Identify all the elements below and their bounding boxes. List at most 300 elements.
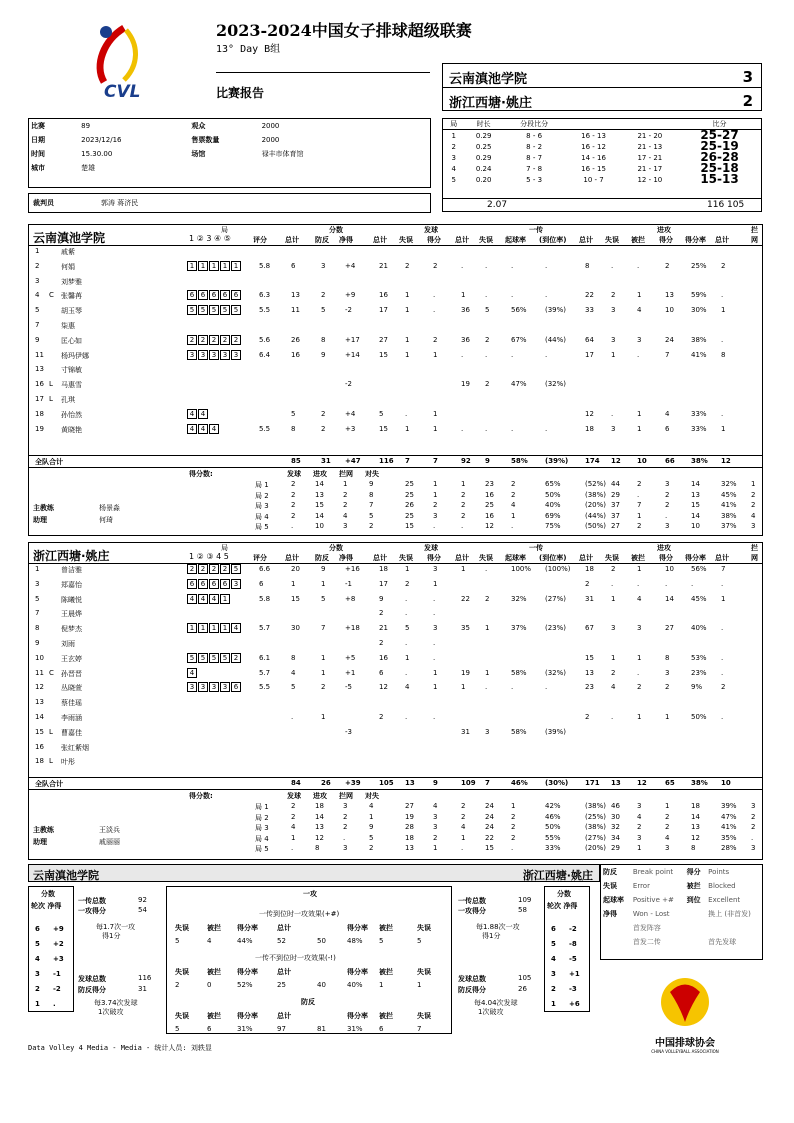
info-cell: 比赛: [31, 122, 45, 130]
setpts-cell: 33%: [545, 844, 561, 852]
attack-summary-text: 被拦: [207, 968, 221, 976]
setpts-cell: 4: [343, 511, 348, 520]
setpts-cell: 25: [405, 511, 414, 520]
setpts-cell: 1: [461, 480, 466, 488]
player-stat: .: [405, 409, 408, 418]
team-b-name: 浙江西塘·姚庄: [449, 96, 532, 111]
attack-summary-text: 得分率: [347, 924, 368, 932]
player-stat: +5: [345, 653, 356, 662]
total-label: 全队合计: [35, 780, 63, 788]
col-err: 失误: [605, 554, 619, 562]
setpts-cell: 局 4: [255, 512, 269, 521]
lineup-box: 6: [220, 290, 230, 300]
player-stat: 23%: [691, 668, 707, 677]
player-stat: 1: [721, 594, 726, 603]
setpts-cell: 2: [637, 480, 642, 488]
legend-box: [600, 864, 763, 960]
player-stat: 2: [433, 261, 438, 270]
setpts-cell: 1: [511, 802, 516, 810]
info-cell: 禄丰市体育馆: [261, 150, 304, 158]
setpts-cell: (20%): [585, 844, 607, 852]
setpts-cell: 局 2: [255, 491, 269, 500]
player-stat: 2: [485, 335, 490, 344]
col-set-b: 局: [221, 544, 228, 552]
player-name: 戚紫: [61, 248, 75, 256]
legend-cell: Error: [632, 882, 650, 890]
setpts-cell: 12: [485, 522, 494, 530]
player-name: 马惠雪: [61, 381, 82, 390]
player-stat: 6: [291, 261, 296, 270]
player-stat: 1: [321, 668, 326, 677]
player-stat: 5.7: [259, 624, 271, 633]
team-b-set-marks: 1 ② ③ 4 5: [189, 552, 229, 561]
player-stat: 5.8: [259, 261, 271, 270]
attack-summary-text: 52%: [237, 981, 253, 989]
rotation-net: -2: [569, 925, 577, 933]
lineup-box: 4: [231, 623, 241, 633]
total-stat: 7: [433, 457, 438, 465]
info-row: [29, 147, 430, 161]
player-stat: .: [545, 424, 548, 433]
setpts-cell: 32%: [721, 480, 737, 488]
setpts-cell: 2: [665, 490, 670, 499]
set-cell: 3: [451, 153, 456, 162]
attack-summary-text: 6: [379, 1025, 384, 1033]
setpts-cell: 9: [369, 823, 374, 831]
rotation-no: 4: [551, 955, 556, 963]
player-stat: 8: [291, 653, 296, 662]
attack-summary-text: 5: [175, 937, 180, 945]
legend-cell: Positive +#: [632, 896, 674, 904]
assist-label: 助理: [33, 516, 47, 524]
col-tot: 总计: [715, 554, 729, 562]
legend-cell: [601, 935, 631, 949]
total-stat: 31: [321, 457, 331, 465]
attack-summary: [166, 886, 452, 1034]
info-cell: 售票数量: [191, 136, 220, 144]
setpts-cell: (27%): [585, 833, 607, 842]
rotation-no: 3: [35, 970, 40, 978]
attack-summary-text: 得分率: [237, 1012, 258, 1020]
total-stat: 13: [405, 779, 415, 787]
lineup-box: 5: [209, 653, 219, 663]
attack-summary-text: 6: [207, 1025, 212, 1033]
player-stat: 41%: [691, 350, 707, 359]
setpts-cell: 10: [691, 522, 700, 530]
player-name: 黄晓艳: [61, 425, 82, 434]
player-stat: 1: [637, 653, 642, 662]
setpts-cell: 2: [433, 501, 438, 509]
player-stat: .: [691, 579, 694, 588]
total-points: 116 105: [707, 200, 745, 210]
attack-summary-text: 被拦: [379, 968, 393, 976]
player-stat: 1: [405, 350, 410, 359]
rotation-net: -1: [53, 970, 61, 978]
player-stat: +4: [345, 261, 356, 270]
player-lineup: [187, 579, 242, 589]
setpts-cell: 14: [691, 812, 700, 821]
setpts-cell: 39%: [721, 802, 737, 810]
set-cell: 0.29: [475, 131, 492, 140]
set-score: 25-18: [700, 161, 739, 175]
player-stat: 21: [379, 624, 388, 633]
player-number: 14: [35, 713, 44, 721]
set-cell: 7 - 8: [526, 164, 543, 173]
lineup-box: 5: [231, 305, 241, 315]
sets-box: [442, 118, 762, 212]
setpts-cell: 1: [637, 844, 642, 852]
rotation-no: 4: [35, 955, 40, 963]
player-stat: 9: [321, 565, 326, 573]
attack-summary-text: 一传到位时一攻效果(+#): [259, 910, 340, 918]
player-stat: 8: [721, 350, 726, 359]
col-rating: 评分: [253, 236, 267, 244]
col-set: 局: [221, 226, 228, 234]
player-stat: 58%: [511, 727, 527, 736]
setpts-cell: .: [461, 844, 464, 852]
player-number: 1: [35, 565, 40, 573]
setpts-cell: 2: [751, 501, 756, 509]
set-cell: 17 - 21: [637, 153, 663, 162]
setpts-cell: 2: [751, 823, 756, 831]
player-stat: 38%: [691, 335, 707, 344]
setpts-cell: 4: [461, 823, 466, 831]
lineup-box: 6: [231, 682, 241, 692]
lineup-box: 6: [209, 579, 219, 589]
player-stat: 47%: [511, 380, 527, 389]
total-stat: 105: [379, 779, 394, 787]
total-stat: 7: [405, 457, 410, 465]
setpts-cell: 2: [369, 522, 374, 530]
player-stat: 1: [405, 424, 410, 433]
total-stat: 38%: [691, 779, 708, 787]
legend-cell: 失误: [603, 882, 617, 890]
setpts-cell: 2: [461, 812, 466, 821]
rotation-box: [544, 886, 590, 1012]
player-number: 17: [35, 395, 44, 403]
setpts-cell: 14: [315, 480, 324, 488]
coach-name: 杨景淼: [99, 504, 120, 512]
lineup-box: 2: [231, 335, 241, 345]
setpts-cell: 50%: [545, 823, 561, 831]
lineup-box: 4: [209, 594, 219, 604]
col-group-block: 拦网: [751, 226, 758, 244]
lineup-box: 3: [220, 350, 230, 360]
player-stat: 1: [637, 291, 642, 300]
player-stat: 1: [485, 624, 490, 633]
setpts-col: 拦网: [339, 470, 353, 478]
player-role: C: [49, 291, 54, 300]
total-label: 全队合计: [35, 458, 63, 466]
col-group-serve: 发球: [424, 226, 438, 234]
player-stat: 1: [405, 335, 410, 344]
attack-summary-text: 得分率: [237, 924, 258, 932]
player-stat: .: [433, 609, 436, 618]
assist-label: 助理: [33, 838, 47, 846]
player-number: 16: [35, 742, 44, 751]
player-stat: .: [637, 350, 640, 359]
player-name: 曹嘉佳: [61, 728, 82, 737]
logo-text: CVL: [104, 82, 141, 102]
setpts-cell: 13: [315, 823, 324, 831]
rotation-net: +6: [569, 1000, 580, 1008]
player-number: 2: [35, 261, 40, 270]
lineup-box: 2: [187, 335, 197, 345]
setpts-cell: 5: [369, 511, 374, 520]
player-stat: .: [485, 291, 488, 300]
lineup-box: 4: [198, 594, 208, 604]
col-ace: 得分: [659, 236, 673, 244]
attack-summary-text: 52: [277, 937, 286, 945]
attack-summary-text: 31%: [237, 1025, 253, 1033]
setpts-cell: 2: [665, 823, 670, 831]
player-stat: +14: [345, 350, 360, 359]
rotation-net: -5: [569, 955, 577, 963]
player-stat: 6.6: [259, 565, 271, 573]
col-ace: 得分: [659, 554, 673, 562]
player-number: 9: [35, 639, 40, 647]
player-stat: 5: [291, 683, 296, 692]
setpts-cell: 2: [637, 522, 642, 530]
attack-summary-text: 40%: [347, 981, 363, 989]
player-stat: .: [721, 335, 724, 344]
player-lineup: [187, 653, 242, 663]
lineup-box: 3: [209, 350, 219, 360]
player-number: 4: [35, 291, 40, 300]
player-stat: 2: [321, 683, 326, 692]
lineup-box: 1: [187, 261, 197, 271]
player-stat: .: [637, 579, 640, 588]
col-group-recv: 一传: [529, 226, 543, 234]
setpts-cell: 2: [511, 812, 516, 821]
player-stat: 1: [433, 350, 438, 359]
setpts-cell: 55%: [545, 833, 561, 842]
player-stat: 2: [665, 683, 670, 692]
match-info: [28, 118, 431, 188]
attack-summary-text: 5: [417, 937, 422, 945]
rotation-net: +2: [53, 940, 64, 948]
info-cell: 场馆: [191, 150, 206, 158]
setpts-cell: (20%): [585, 501, 607, 509]
player-stat: .: [433, 291, 436, 300]
info-cell: [260, 161, 430, 175]
player-stat: 3: [611, 306, 616, 315]
attack-summary-text: 5: [379, 937, 384, 945]
player-stat: 18: [379, 565, 388, 573]
player-stat: 5: [291, 409, 296, 418]
player-stat: 58%: [511, 668, 527, 677]
total-stat: 9: [485, 457, 490, 465]
setpts-cell: 2: [461, 802, 466, 810]
player-stat: -2: [345, 306, 352, 315]
player-name: 胡玉琴: [61, 307, 82, 316]
player-stat: (39%): [545, 727, 567, 736]
player-stat: 35: [461, 624, 470, 633]
player-lineup: [187, 335, 242, 345]
attack-summary-text: 被拦: [379, 1012, 393, 1020]
setpts-cell: 1: [665, 802, 670, 810]
attack-summary-text: 得分率: [347, 1012, 368, 1020]
total-stat: (30%): [545, 779, 569, 787]
player-number: 13: [35, 698, 44, 707]
player-stat: 19: [461, 668, 470, 677]
player-stat: 19: [461, 380, 470, 389]
set-cell: 4: [451, 164, 456, 173]
player-lineup: [187, 261, 242, 271]
player-stat: 2: [611, 291, 616, 300]
lineup-box: 4: [187, 409, 197, 419]
player-stat: 16: [379, 291, 388, 300]
setpts-cell: .: [511, 522, 514, 530]
lineup-box: 6: [198, 579, 208, 589]
setpts-cell: .: [665, 511, 668, 520]
setpts-cell: 23: [485, 480, 494, 488]
assoc-name: 中国排球协会: [655, 1038, 715, 1049]
set-cell: 2: [451, 142, 456, 151]
summary-stat: 一传总数: [78, 897, 106, 905]
legend-cell: 首先发球: [708, 938, 737, 946]
player-stat: 100%: [511, 565, 532, 573]
set-cell: 0.24: [475, 164, 492, 173]
player-stat: +17: [345, 335, 360, 344]
set-cell: 5 - 3: [526, 175, 543, 184]
player-stat: .: [545, 261, 548, 270]
col-group-points: 分数: [329, 226, 343, 234]
player-stat: (32%): [545, 380, 567, 389]
sets-header: 局: [450, 120, 458, 128]
player-number: 7: [35, 609, 40, 618]
player-stat: 2: [637, 683, 642, 692]
player-stat: 4: [291, 668, 296, 677]
player-stat: 16: [291, 350, 300, 359]
player-stat: 11: [291, 306, 300, 315]
setpts-cell: .: [291, 522, 294, 530]
set-cell: 5: [451, 175, 456, 184]
lineup-box: 4: [187, 668, 197, 678]
player-stat: 5: [321, 306, 326, 315]
player-name: 蔡佳瑶: [61, 699, 82, 708]
attack-summary-text: 失误: [417, 1012, 431, 1020]
coach-label: 主教练: [33, 504, 54, 512]
player-stat: 9: [379, 594, 384, 603]
summary-stat: 发球总数: [458, 975, 486, 983]
lineup-box: 1: [198, 261, 208, 271]
player-name: 王玄婷: [61, 654, 82, 663]
player-lineup: [187, 682, 242, 692]
total-stat: 85: [291, 457, 301, 465]
total-stat: 12: [721, 457, 731, 465]
rotation-no: 1: [35, 1000, 40, 1008]
total-stat: 12: [611, 457, 621, 465]
legend-row: [601, 893, 762, 907]
setpts-cell: 2: [751, 490, 756, 499]
setpts-cell: 1: [433, 480, 438, 488]
lineup-box: 1: [209, 623, 219, 633]
player-stat: +3: [345, 424, 356, 433]
player-name: 王晨烨: [61, 610, 82, 619]
summary-stat: 26: [518, 985, 527, 993]
setpts-cell: 18: [315, 802, 324, 810]
attack-summary-text: 81: [317, 1025, 326, 1033]
attack-summary-text: 50: [317, 937, 326, 945]
player-stat: 8: [321, 335, 326, 344]
col-net: 净得: [339, 236, 353, 244]
setpts-cell: 2: [369, 844, 374, 852]
player-stat: .: [461, 261, 464, 270]
setpts-cell: 28%: [721, 844, 737, 852]
lineup-box: 2: [209, 564, 219, 574]
setpts-cell: .: [291, 844, 294, 852]
player-stat: 1: [665, 713, 670, 721]
player-stat: .: [721, 409, 724, 418]
total-stat: 12: [637, 779, 647, 787]
col-pos: 起球率: [505, 554, 526, 562]
rotation-no: 6: [551, 925, 556, 933]
assist-name: 戚丽丽: [99, 838, 120, 846]
attack-summary-text: 2: [175, 981, 180, 989]
player-stat: 1: [637, 565, 642, 573]
coach-label: 主教练: [33, 826, 54, 834]
player-name: 何娟: [61, 262, 75, 271]
attack-summary-text: 得分率: [237, 968, 258, 976]
setpts-cell: 29: [611, 490, 620, 499]
player-stat: +1: [345, 668, 356, 677]
sets-header: 分段比分: [520, 120, 549, 128]
lineup-box: 3: [198, 682, 208, 692]
total-stat: 46%: [511, 779, 528, 787]
summary-stat: 防反得分: [458, 986, 486, 994]
sets-header: 时长: [476, 120, 491, 128]
player-lineup: [187, 424, 220, 434]
player-stat: 1: [611, 350, 616, 359]
player-stat: 40%: [691, 624, 707, 633]
team-b-section: [28, 542, 763, 860]
total-stat: 38%: [691, 457, 708, 465]
col-tot: 总计: [373, 554, 387, 562]
setpts-cell: 40%: [545, 501, 561, 509]
legend-cell: Excellent: [708, 896, 741, 904]
summary-stat: 每4.04次发球: [474, 999, 518, 1007]
setpts-cell: 8: [691, 844, 696, 852]
setpts-cell: 3: [751, 802, 756, 810]
attack-summary-text: 防反: [301, 998, 315, 1006]
info-cell: 城市: [31, 164, 45, 172]
player-name: 郑嘉怡: [61, 580, 82, 589]
player-name: 丛晓萱: [61, 684, 82, 693]
setpts-cell: 15: [405, 522, 414, 530]
setpts-cell: .: [461, 522, 464, 530]
summary-stat: 116: [138, 974, 152, 982]
lineup-box: 4: [187, 424, 197, 434]
total-stat: 84: [291, 779, 301, 787]
set-cell: 21 - 20: [637, 131, 663, 140]
info-cell: [189, 161, 259, 175]
setpts-cell: 3: [751, 844, 756, 852]
setpts-cell: 15: [691, 501, 700, 509]
lineup-box: 4: [198, 424, 208, 434]
summary-stat: 一传总数: [458, 897, 486, 905]
referee-label: 裁判员: [33, 199, 54, 207]
setpts-cell: 14: [315, 812, 324, 821]
player-stat: .: [721, 624, 724, 633]
col-net: 净得: [339, 554, 353, 562]
lineup-box: 4: [209, 424, 219, 434]
setpts-label: 得分数:: [189, 792, 213, 800]
setpts-cell: 4: [637, 812, 642, 821]
rotation-net: -8: [569, 940, 577, 948]
player-name: 张红紫烟: [61, 743, 89, 752]
coach-name: 王淡兵: [99, 826, 120, 834]
